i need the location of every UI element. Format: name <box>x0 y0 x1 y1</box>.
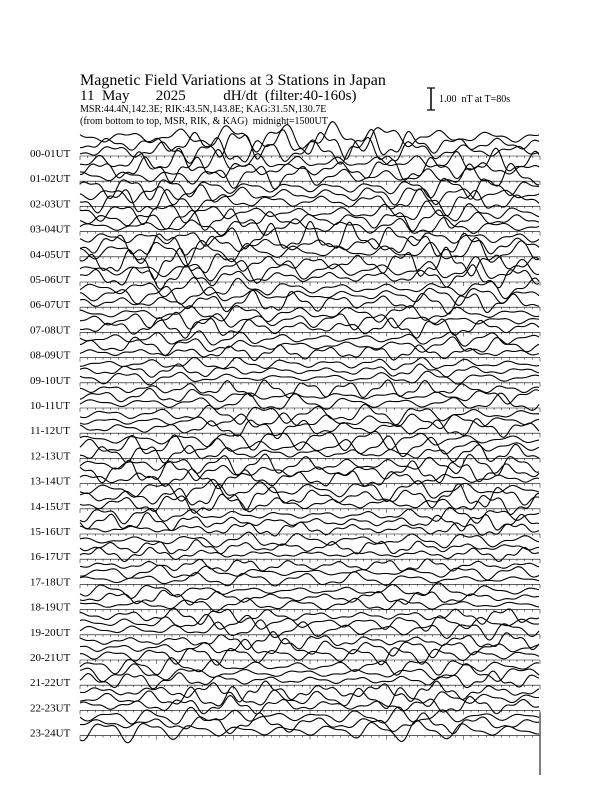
trace-kag-00-01UT <box>80 122 539 152</box>
row-minute-ticks <box>80 156 540 160</box>
row-label-23-24UT: 23-24UT <box>30 727 71 740</box>
row-label-11-12UT: 11-12UT <box>30 425 70 438</box>
trace-rik-13-14UT <box>80 460 539 483</box>
row-label-17-18UT: 17-18UT <box>30 576 71 589</box>
trace-kag-11-12UT <box>80 404 539 424</box>
row-label-10-11UT: 10-11UT <box>30 400 70 412</box>
row-label-19-20UT: 19-20UT <box>30 626 71 639</box>
row-label-18-19UT: 18-19UT <box>30 601 71 614</box>
row-label-03-04UT: 03-04UT <box>30 223 71 236</box>
trace-msr-01-02UT <box>80 163 539 189</box>
trace-rik-22-23UT <box>80 687 539 709</box>
trace-msr-02-03UT <box>80 189 539 216</box>
row-minute-ticks <box>80 307 540 311</box>
order-midnight-line: (from bottom to top, MSR, RIK, & KAG) midnight=1500UT <box>80 116 328 127</box>
row-label-22-23UT: 22-23UT <box>30 702 71 715</box>
trace-rik-21-22UT <box>80 664 539 682</box>
chart-title: Magnetic Field Variations at 3 Stations in Japan <box>80 72 386 89</box>
trace-rik-00-01UT <box>80 129 539 159</box>
trace-kag-06-07UT <box>80 278 539 299</box>
row-label-13-14UT: 13-14UT <box>30 475 71 488</box>
trace-msr-23-24UT <box>80 720 539 743</box>
row-minute-ticks <box>80 660 540 664</box>
row-label-07-08UT: 07-08UT <box>30 324 71 337</box>
scale-label: 1.00 nT at T=80s <box>439 94 511 105</box>
trace-msr-11-12UT <box>80 419 539 439</box>
date-filter-line: 11 May 2025 dH/dt (filter:40-160s) <box>80 88 357 104</box>
trace-msr-04-05UT <box>80 238 539 266</box>
trace-rik-03-04UT <box>80 209 539 231</box>
row-label-02-03UT: 02-03UT <box>30 198 71 211</box>
row-label-20-21UT: 20-21UT <box>30 652 71 664</box>
row-label-05-06UT: 05-06UT <box>30 274 71 286</box>
row-label-15-16UT: 15-16UT <box>30 526 71 538</box>
stations-line: MSR:44.4N,142.3E; RIK:43.5N,143.8E; KAG:31.5N,130.7E <box>80 104 327 115</box>
row-label-01-02UT: 01-02UT <box>30 173 71 186</box>
trace-kag-01-02UT <box>80 148 539 171</box>
row-label-14-15UT: 14-15UT <box>30 500 71 513</box>
row-minute-ticks <box>80 736 540 740</box>
row-label-09-10UT: 09-10UT <box>30 374 71 387</box>
row-minute-ticks <box>80 181 540 185</box>
row-label-12-13UT: 12-13UT <box>30 450 71 463</box>
trace-kag-20-21UT <box>80 632 539 650</box>
row-label-21-22UT: 21-22UT <box>30 677 71 690</box>
trace-kag-03-04UT <box>80 201 539 225</box>
trace-msr-17-18UT <box>80 572 539 586</box>
row-minute-ticks <box>80 610 540 614</box>
trace-msr-20-21UT <box>80 648 539 666</box>
row-label-00-01UT: 00-01UT <box>30 148 71 160</box>
row-label-06-07UT: 06-07UT <box>30 299 71 312</box>
row-label-04-05UT: 04-05UT <box>30 248 71 261</box>
row-minute-ticks <box>80 332 540 336</box>
trace-kag-13-14UT <box>80 454 539 475</box>
trace-msr-14-15UT <box>80 494 539 515</box>
row-label-08-09UT: 08-09UT <box>30 349 71 362</box>
row-label-16-17UT: 16-17UT <box>30 551 71 564</box>
